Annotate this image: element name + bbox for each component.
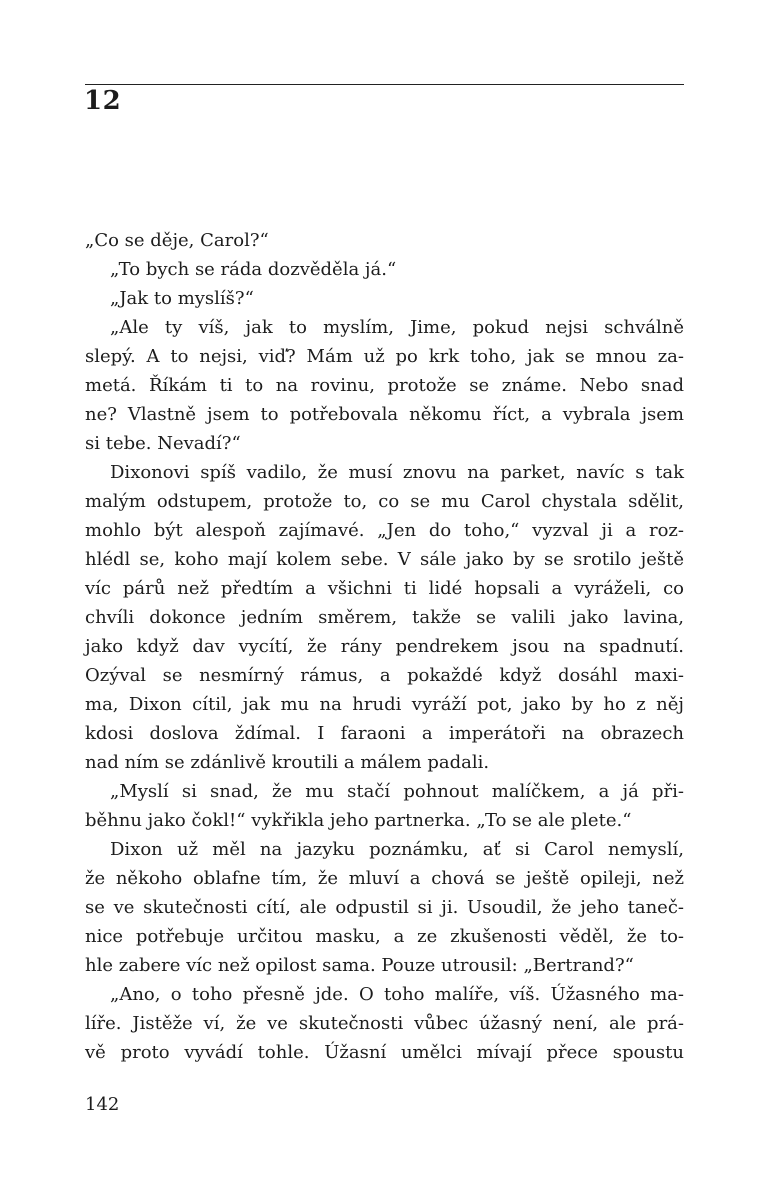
text-line: nad ním se zdánlivě kroutili a málem padali. bbox=[85, 752, 490, 773]
text-line: kdosi doslova ždímal. I faraoni a imperátoři na obrazech bbox=[85, 723, 684, 744]
text-line: líře. Jistěže ví, že ve skutečnosti vůbec úžasný není, ale prá- bbox=[85, 1013, 684, 1034]
paragraph bbox=[85, 226, 684, 255]
text-line: nice potřebuje určitou masku, a ze zkušenosti věděl, že to- bbox=[85, 926, 684, 947]
text-line: jako když dav vycítí, že rány pendrekem jsou na spadnutí. bbox=[85, 636, 684, 657]
paragraph bbox=[85, 313, 684, 458]
text-line: si tebe. Nevadí?“ bbox=[85, 433, 241, 454]
text-line: ne? Vlastně jsem to potřebovala někomu říct, a vybrala jsem bbox=[85, 404, 684, 425]
text-line: metá. Říkám ti to na rovinu, protože se známe. Nebo snad bbox=[85, 375, 684, 396]
text-line: že někoho oblafne tím, že mluví a chová se ještě opileji, než bbox=[85, 868, 684, 889]
paragraph bbox=[85, 980, 684, 1067]
text-line: „To bych se ráda dozvěděla já.“ bbox=[110, 259, 397, 280]
paragraph bbox=[85, 255, 684, 284]
text-line: mohlo být alespoň zajímavé. „Jen do toho,“ vyzval ji a roz- bbox=[85, 520, 684, 541]
chapter-divider-rule bbox=[85, 84, 684, 85]
text-line: hle zabere víc než opilost sama. Pouze utrousil: „Bertrand?“ bbox=[85, 955, 634, 976]
paragraph bbox=[85, 458, 684, 777]
text-line: chvíli dokonce jedním směrem, takže se valili jako lavina, bbox=[85, 607, 684, 628]
text-line: ma, Dixon cítil, jak mu na hrudi vyráží pot, jako by ho z něj bbox=[85, 694, 684, 715]
text-line: malým odstupem, protože to, co se mu Carol chystala sdělit, bbox=[85, 491, 684, 512]
body-text bbox=[85, 226, 684, 1067]
chapter-number: 12 bbox=[84, 86, 122, 116]
text-line: „Myslí si snad, že mu stačí pohnout malíčkem, a já při- bbox=[110, 781, 684, 802]
paragraph bbox=[85, 835, 684, 980]
text-line: víc párů než předtím a všichni ti lidé hopsali a vyráželi, co bbox=[85, 578, 684, 599]
text-line: běhnu jako čokl!“ vykřikla jeho partnerka. „To se ale plete.“ bbox=[85, 810, 632, 831]
page-number: 142 bbox=[85, 1094, 120, 1115]
text-line: vě proto vyvádí tohle. Úžasní umělci mívají přece spoustu bbox=[85, 1042, 684, 1063]
text-line: Dixonovi spíš vadilo, že musí znovu na parket, navíc s tak bbox=[110, 462, 684, 483]
text-line: se ve skutečnosti cítí, ale odpustil si ji. Usoudil, že jeho taneč- bbox=[85, 897, 684, 918]
text-line: „Ano, o toho přesně jde. O toho malíře, víš. Úžasného ma- bbox=[110, 984, 684, 1005]
paragraph bbox=[85, 777, 684, 835]
text-line: „Jak to myslíš?“ bbox=[110, 288, 254, 309]
text-line: Dixon už měl na jazyku poznámku, ať si Carol nemyslí, bbox=[110, 839, 684, 860]
text-line: Ozýval se nesmírný rámus, a pokaždé když dosáhl maxi- bbox=[85, 665, 684, 686]
text-line: hlédl se, koho mají kolem sebe. V sále jako by se srotilo ještě bbox=[85, 549, 684, 570]
paragraph bbox=[85, 284, 684, 313]
text-line: slepý. A to nejsi, viď? Mám už po krk toho, jak se mnou za- bbox=[85, 346, 684, 367]
text-line: „Co se děje, Carol?“ bbox=[85, 230, 269, 251]
text-line: „Ale ty víš, jak to myslím, Jime, pokud nejsi schválně bbox=[110, 317, 684, 338]
